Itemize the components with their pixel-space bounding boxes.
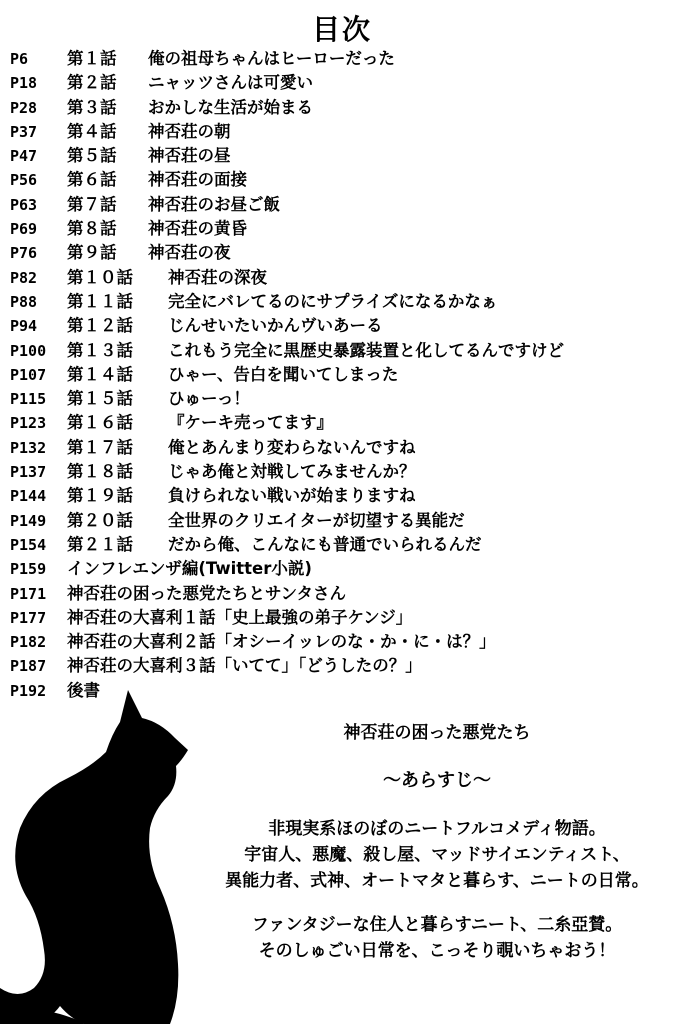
toc-page-number: P123 (10, 414, 47, 433)
toc-episode: 第１６話 (67, 413, 133, 433)
toc-page-number: P115 (10, 390, 47, 409)
toc-page-number: P94 (10, 317, 38, 336)
toc-page-number: P149 (10, 511, 47, 530)
toc-episode: 第１２話 (67, 316, 133, 336)
toc-title: 神否荘の黄昏 (148, 219, 247, 239)
toc-episode: 第１５話 (67, 389, 133, 409)
toc-page-number: P159 (10, 560, 47, 579)
toc-page-number: P137 (10, 463, 47, 482)
toc-episode: 第９話 (67, 243, 117, 263)
toc-row (10, 241, 680, 265)
toc-row (10, 582, 680, 606)
toc-title: 神否荘のお昼ご飯 (148, 194, 280, 214)
toc-episode: 第１７話 (67, 437, 133, 457)
toc-title: 完全にバレてるのにサプライズになるかなぁ (168, 291, 498, 311)
synopsis-body (190, 816, 684, 964)
toc-row (10, 436, 680, 460)
toc-page-number: P69 (10, 220, 38, 239)
toc-page-number: P47 (10, 147, 38, 166)
synopsis-line: ファンタジーな住人と暮らすニート、二糸亞賛。 (251, 915, 623, 935)
toc-title: 神否荘の大喜利２話「オシーイッレのな・か・に・は？」 (67, 632, 496, 652)
toc-episode: 第１１話 (67, 291, 133, 311)
toc-row (10, 290, 680, 314)
toc-row (10, 144, 680, 168)
toc-episode: 第１３話 (67, 340, 133, 360)
toc-title: じゃあ俺と対戦してみませんか？ (168, 462, 416, 482)
toc-page-number: P100 (10, 341, 47, 360)
toc-title: 神否荘の夜 (148, 243, 231, 263)
toc-page-number: P88 (10, 292, 38, 311)
toc-title: だから俺、こんなにも普通でいられるんだ (168, 534, 482, 554)
toc-page-number: P192 (10, 681, 47, 700)
toc-page-number: P154 (10, 535, 47, 554)
toc-row (10, 606, 680, 630)
toc-title: 神否荘の大喜利１話「史上最強の弟子ケンジ」 (67, 607, 413, 627)
toc-episode: 第７話 (67, 194, 117, 214)
toc-page-number: P63 (10, 195, 38, 214)
toc-episode: 第５話 (67, 146, 117, 166)
toc-title: ひゅーっ！ (168, 389, 250, 409)
toc-row (10, 217, 680, 241)
toc-episode: 第２０話 (67, 510, 133, 530)
toc-page-number: P37 (10, 122, 38, 141)
toc-title: 後書 (67, 680, 100, 700)
toc-title: 全世界のクリエイターが切望する異能だ (168, 510, 465, 530)
synopsis (190, 718, 684, 964)
toc-title: 神否荘の昼 (148, 146, 231, 166)
toc-row (10, 266, 680, 290)
toc-title: インフレエンザ編(Twitter小説) (67, 559, 312, 579)
toc-page-number: P82 (10, 268, 38, 287)
toc-row (10, 630, 680, 654)
toc-page-number: P107 (10, 365, 47, 384)
page-title: 目次 (311, 13, 372, 46)
toc-page-number: P177 (10, 608, 47, 627)
toc-title: 神否荘の困った悪党たちとサンタさん (67, 583, 347, 603)
toc-page-number: P56 (10, 171, 38, 190)
toc-row (10, 339, 680, 363)
toc-title: 俺とあんまり変わらないんですね (168, 437, 416, 457)
toc-page-number: P6 (10, 50, 29, 68)
toc-episode: 第１８話 (67, 462, 133, 482)
toc-row (10, 509, 680, 533)
toc-episode: 第４話 (67, 121, 117, 141)
toc-page-number: P144 (10, 487, 47, 506)
toc-episode: 第１４話 (67, 364, 133, 384)
toc-title: おかしな生活が始まる (148, 97, 313, 117)
toc-episode: 第１９話 (67, 486, 133, 506)
synopsis-line: 非現実系ほのぼのニートフルコメディ物語。 (268, 819, 606, 839)
toc-page-number: P187 (10, 657, 47, 676)
toc-row (10, 533, 680, 557)
toc-episode: 第１話 (67, 49, 117, 68)
toc-title: 神否荘の面接 (148, 170, 247, 190)
toc-row (10, 71, 680, 95)
toc-title: これもう完全に黒歴史暴露装置と化してるんですけど (168, 340, 564, 360)
toc-row (10, 411, 680, 435)
toc-page-number: P132 (10, 438, 47, 457)
toc-title: 負けられない戦いが始まりますね (168, 486, 416, 506)
toc-row (10, 96, 680, 120)
toc-page-number: P18 (10, 74, 38, 93)
toc-row (10, 314, 680, 338)
toc-row (10, 460, 680, 484)
synopsis-title: 神否荘の困った悪党たち (343, 723, 531, 743)
synopsis-subtitle: ～あらすじ～ (383, 770, 491, 791)
toc-title: ひゃー、告白を聞いてしまった (168, 364, 399, 384)
toc-page-number: P28 (10, 98, 38, 117)
toc-row (10, 557, 680, 581)
toc-page-number: P171 (10, 584, 47, 603)
toc-row (10, 47, 680, 71)
toc-title: じんせいたいかんヴいあーる (168, 316, 383, 336)
synopsis-line: 異能力者、式神、オートマタと暮らす、ニートの日常。 (225, 871, 649, 891)
toc-row (10, 168, 680, 192)
toc-episode: 第２話 (67, 73, 117, 93)
toc-title: 俺の祖母ちゃんはヒーローだった (148, 49, 395, 68)
synopsis-line: そのしゅごい日常を、こっそり覗いちゃおう！ (258, 941, 616, 961)
toc-episode: 第６話 (67, 170, 117, 190)
synopsis-line: 宇宙人、悪魔、殺し屋、マッドサイエンティスト、 (244, 845, 630, 865)
toc-row (10, 363, 680, 387)
toc-episode: 第２１話 (67, 534, 133, 554)
toc-title: 『ケーキ売ってます』 (168, 413, 333, 433)
toc-row (10, 120, 680, 144)
table-of-contents (10, 47, 680, 703)
toc-page-number: P182 (10, 633, 47, 652)
toc-title: 神否荘の深夜 (168, 267, 267, 287)
cat-silhouette (0, 688, 200, 1024)
toc-title: ニャッツさんは可愛い (148, 73, 313, 93)
toc-title: 神否荘の朝 (148, 121, 231, 141)
synopsis-gap (190, 894, 684, 912)
toc-title: 神否荘の大喜利３話「いてて」「どうしたの？」 (67, 656, 422, 676)
toc-page-number: P76 (10, 244, 38, 263)
toc-row (10, 193, 680, 217)
toc-row (10, 484, 680, 508)
toc-episode: 第８話 (67, 219, 117, 239)
toc-row (10, 387, 680, 411)
toc-episode: 第１０話 (67, 267, 133, 287)
toc-episode: 第３話 (67, 97, 117, 117)
toc-row (10, 654, 680, 678)
